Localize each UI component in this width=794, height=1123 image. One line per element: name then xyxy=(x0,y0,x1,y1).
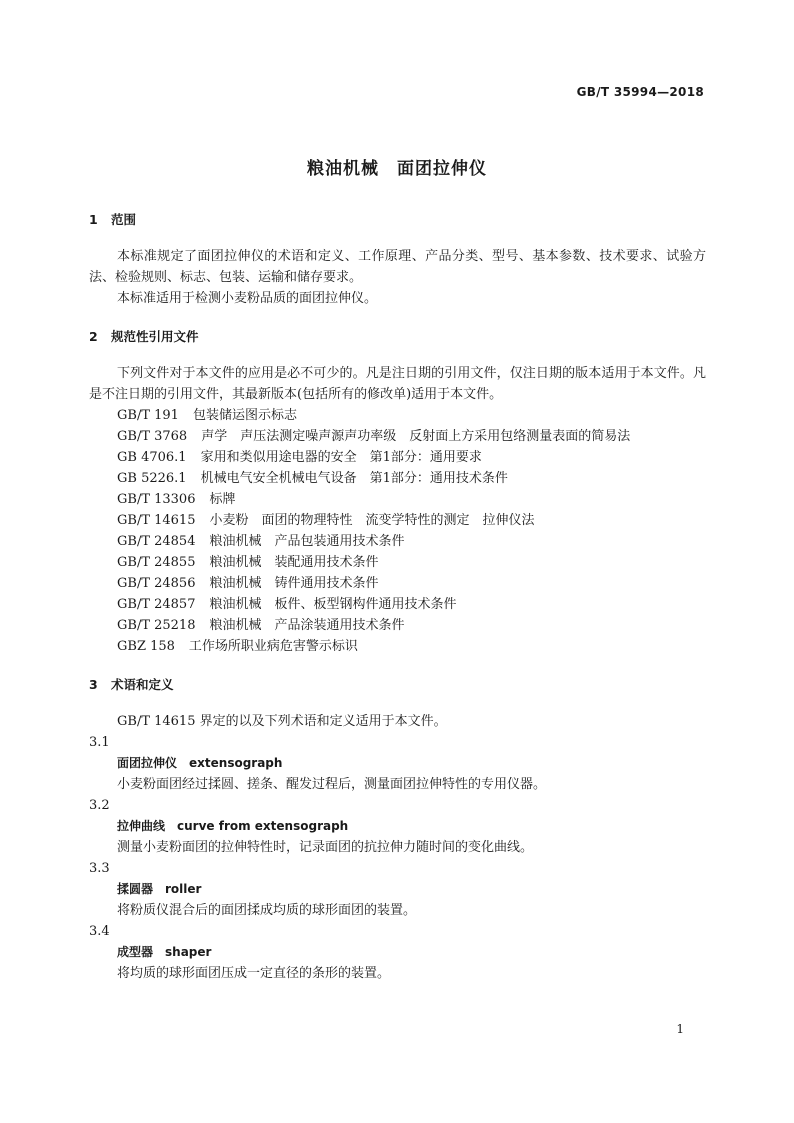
reference-code: GB/T 13306 xyxy=(117,492,196,507)
term-number: 3.4 xyxy=(89,924,110,939)
reference-item xyxy=(89,405,706,426)
title-part-1: 粮油机械 xyxy=(307,159,379,179)
section-heading-scope xyxy=(89,210,706,230)
term-name xyxy=(89,816,706,837)
reference-title: 粮油机械 产品包装通用技术条件 xyxy=(209,534,405,549)
section-title: 范围 xyxy=(111,212,137,227)
reference-title: 粮油机械 板件、板型钢构件通用技术条件 xyxy=(209,597,457,612)
reference-code: GB 4706.1 xyxy=(117,450,187,465)
reference-item xyxy=(89,594,706,615)
term-zh: 面团拉伸仪 xyxy=(117,756,178,770)
term-name xyxy=(89,942,706,963)
reference-code: GB/T 14615 xyxy=(117,513,196,528)
reference-code: GB/T 24855 xyxy=(117,555,196,570)
term-en: shaper xyxy=(165,945,212,959)
reference-item xyxy=(89,636,706,657)
reference-item xyxy=(89,447,706,468)
paragraph: 下列文件对于本文件的应用是必不可少的。凡是注日期的引用文件，仅注日期的版本适用于本文件。凡是不注日期的引用文件，其最新版本(包括所有的修改单)适用于本文件。 xyxy=(89,366,706,402)
standard-code: GB/T 35994—2018 xyxy=(576,85,704,99)
term-definition: 测量小麦粉面团的拉伸特性时，记录面团的抗拉伸力随时间的变化曲线。 xyxy=(117,840,534,855)
reference-title: 声学 声压法测定噪声源声功率级 反射面上方采用包络测量表面的简易法 xyxy=(201,429,631,444)
term-definition: 将均质的球形面团压成一定直径的条形的装置。 xyxy=(117,966,391,981)
term-number: 3.2 xyxy=(89,798,110,813)
reference-item xyxy=(89,552,706,573)
term-en: roller xyxy=(165,882,202,896)
reference-code: GB/T 24854 xyxy=(117,534,196,549)
term-entry xyxy=(89,795,706,858)
term-definition: 将粉质仪混合后的面团揉成均质的球形面团的装置。 xyxy=(117,903,417,918)
section-title: 规范性引用文件 xyxy=(111,329,199,344)
reference-item xyxy=(89,531,706,552)
reference-code: GB/T 24857 xyxy=(117,597,196,612)
reference-title: 机械电气安全机械电气设备 第1部分：通用技术条件 xyxy=(200,471,508,486)
term-zh: 成型器 xyxy=(117,945,154,959)
paragraph: 本标准适用于检测小麦粉品质的面团拉伸仪。 xyxy=(117,291,378,306)
reference-item xyxy=(89,615,706,636)
document-body xyxy=(89,210,706,984)
term-entry xyxy=(89,732,706,795)
term-zh: 揉圆器 xyxy=(117,882,154,896)
reference-code: GB/T 3768 xyxy=(117,429,188,444)
term-number: 3.1 xyxy=(89,735,110,750)
reference-code: GB/T 24856 xyxy=(117,576,196,591)
reference-code: GB 5226.1 xyxy=(117,471,187,486)
term-zh: 拉伸曲线 xyxy=(117,819,166,833)
section-heading-terms-and-definitions xyxy=(89,675,706,695)
reference-list xyxy=(89,405,706,657)
term-entry xyxy=(89,921,706,984)
reference-title: 粮油机械 铸件通用技术条件 xyxy=(209,576,379,591)
reference-title: 小麦粉 面团的物理特性 流变学特性的测定 拉伸仪法 xyxy=(209,513,535,528)
paragraph: GB/T 14615 界定的以及下列术语和定义适用于本文件。 xyxy=(117,714,447,729)
section-heading-normative-references xyxy=(89,327,706,347)
term-number: 3.3 xyxy=(89,861,110,876)
reference-title: 工作场所职业病危害警示标识 xyxy=(188,639,358,654)
section-number: 1 xyxy=(89,212,98,227)
section-number: 2 xyxy=(89,329,98,344)
reference-title: 包装储运图示标志 xyxy=(192,408,297,423)
section-title: 术语和定义 xyxy=(111,677,174,692)
title-part-2: 面团拉伸仪 xyxy=(397,159,487,179)
term-name xyxy=(89,879,706,900)
reference-item xyxy=(89,468,706,489)
reference-code: GBZ 158 xyxy=(117,639,175,654)
term-en: curve from extensograph xyxy=(177,819,349,833)
reference-item xyxy=(89,489,706,510)
reference-title: 粮油机械 装配通用技术条件 xyxy=(209,555,379,570)
reference-item xyxy=(89,573,706,594)
reference-item xyxy=(89,426,706,447)
section-number: 3 xyxy=(89,677,98,692)
reference-title: 标牌 xyxy=(209,492,236,507)
page-number: 1 xyxy=(676,1022,684,1036)
reference-item xyxy=(89,510,706,531)
term-definition: 小麦粉面团经过揉圆、搓条、醒发过程后，测量面团拉伸特性的专用仪器。 xyxy=(117,777,547,792)
reference-code: GB/T 191 xyxy=(117,408,179,423)
term-name xyxy=(89,753,706,774)
reference-title: 粮油机械 产品涂装通用技术条件 xyxy=(209,618,405,633)
reference-code: GB/T 25218 xyxy=(117,618,196,633)
term-entry xyxy=(89,858,706,921)
document-title xyxy=(0,154,794,179)
term-en: extensograph xyxy=(189,756,283,770)
paragraph: 本标准规定了面团拉伸仪的术语和定义、工作原理、产品分类、型号、基本参数、技术要求、试验方法、检验规则、标志、包装、运输和储存要求。 xyxy=(89,249,706,285)
reference-title: 家用和类似用途电器的安全 第1部分：通用要求 xyxy=(200,450,482,465)
